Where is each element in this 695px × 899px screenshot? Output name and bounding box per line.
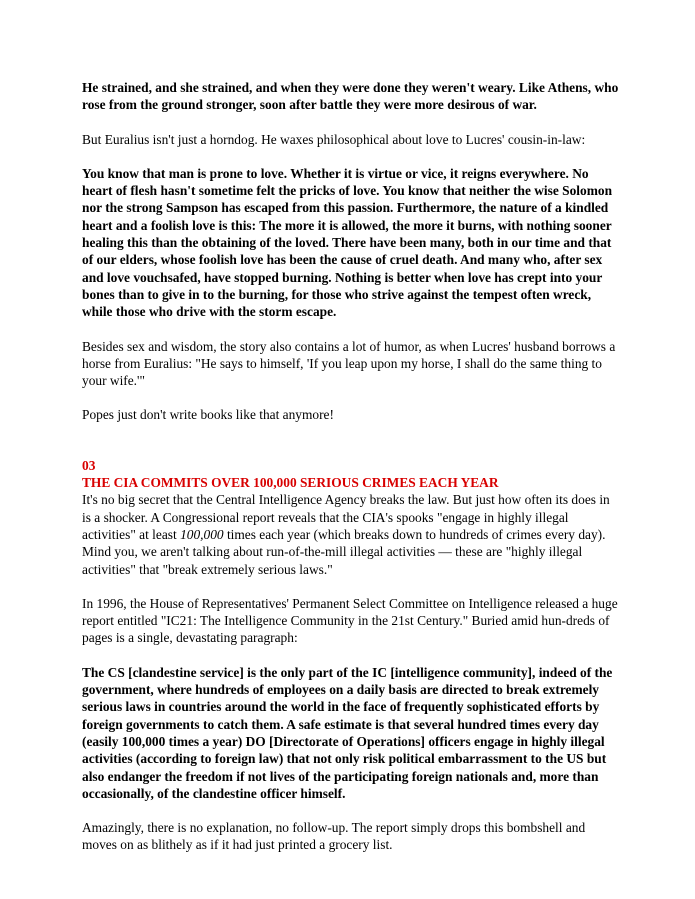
document-page: [82, 79, 622, 854]
body-paragraph-popes: Popes just don't write books like that anymore!: [82, 407, 334, 423]
section-closing: Amazingly, there is no explanation, no follow-up. The report simply drops this bombshell and moves on as blithely as if it had just printed a grocery list.: [82, 820, 586, 853]
body-paragraph-euralius: But Euralius isn't just a horndog. He waxes philosophical about love to Lucres' cousin-in-law:: [82, 131, 586, 147]
section-title: THE CIA COMMITS OVER 100,000 SERIOUS CRIMES EACH YEAR: [82, 475, 499, 491]
quote-athens: He strained, and she strained, and when they were done they weren't weary. Like Athens, who rose from the ground stronger, soon after battle they were more desirous of war.: [82, 80, 619, 113]
section-number: 03: [82, 457, 96, 473]
section-intro-part-a: It's no big secret that the Central Intelligence Agency breaks the law. But just how often its does in is a shocker. A Congressional report reveals that the CIA's spooks "engage in highly illegal activities" at least: [82, 492, 610, 542]
section-paragraph-report: In 1996, the House of Representatives' Permanent Select Committee on Intelligence released a huge report entitled "IC21: The Intelligence Community in the 21st Century." Buried amid hun-dreds of pages is a single, devastating paragraph:: [82, 595, 618, 646]
section-quote-cs: The CS [clandestine service] is the only part of the IC [intelligence community], indeed of the government, where hundreds of employees on a daily basis are directed to break extremely serious laws in countries around the world in the face of frequently sophisticated efforts by foreign governments to catch them. A safe estimate is that several hundred times every day (easily 100,000 times a year) DO [Directorate of Operations] officers engage in highly illegal activities (according to foreign law) that not only risk political embarrassment to the US but also endanger the freedom if not lives of the participating foreign nationals and, more than occasionally, of the clandestine officer himself.: [82, 664, 613, 801]
section-intro-part-b: times each year (which breaks down to hundreds of crimes every day). Mind you, we aren't talking about run-of-the-mill illegal activities — these are "highly illegal activities" that "break extremely serious laws.": [82, 526, 606, 577]
body-paragraph-humor: Besides sex and wisdom, the story also contains a lot of humor, as when Lucres' husband borrows a horse from Euralius: "He says to himself, 'If you leap upon my horse, I shall do the same thing to your wife.'": [82, 338, 616, 389]
quote-love: You know that man is prone to love. Whether it is virtue or vice, it reigns everywhere. No heart of flesh hasn't sometime felt the pricks of love. You know that neither the wise Solomon nor the strong Sampson has escaped from this passion. Furthermore, the nature of a kindled heart and a foolish love is this: The more it is allowed, the more it burns, with nothing sooner healing this than the obtaining of the loved. There have been many, both in our time and that of our elders, whose foolish love has been the cause of cruel death. And many who, after sex and love vouchsafed, have stopped burning. Nothing is better when love has crept into your bones than to give in to the burning, for those who strive against the tempest often wreck, while those who drive with the storm escape.: [82, 165, 613, 320]
section-intro-emphasis: 100,000: [180, 526, 224, 542]
section-intro: [82, 491, 622, 577]
